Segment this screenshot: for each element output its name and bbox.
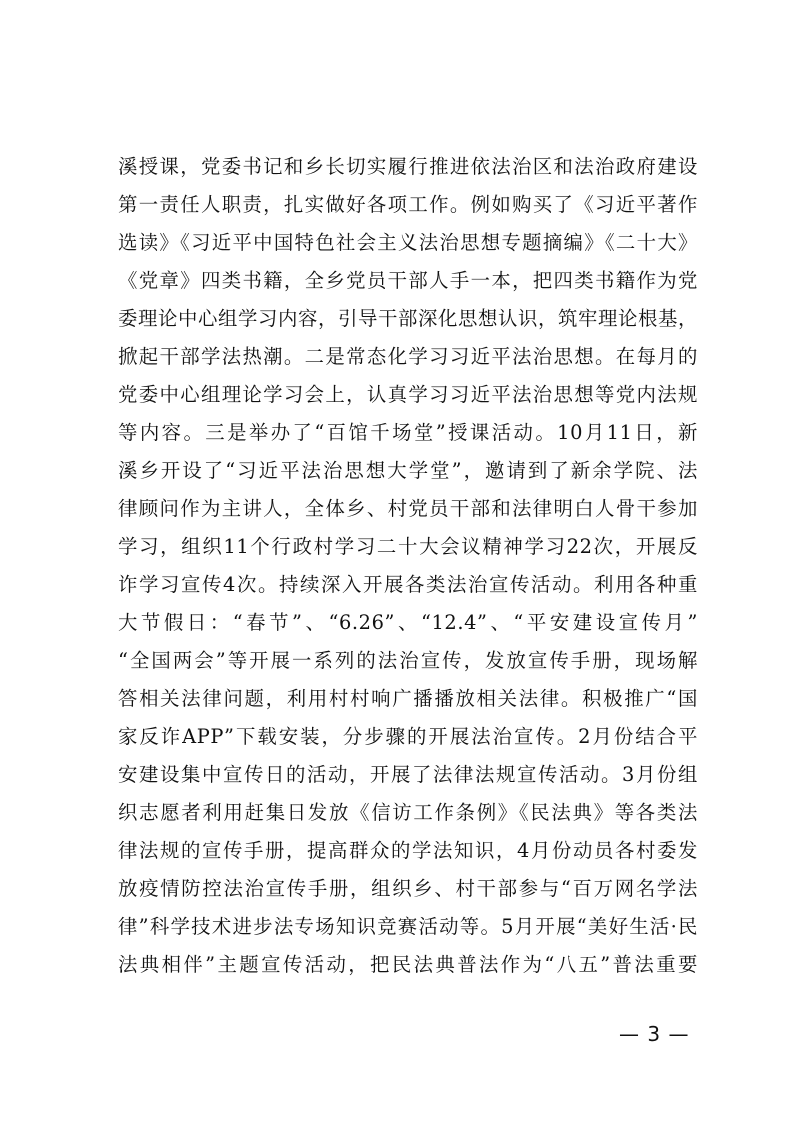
page-number: — 3 — (619, 1022, 690, 1046)
text-line: 党委中心组理论学习会上，认真学习习近平法治思想等党内法规 (118, 383, 698, 406)
text-line: 溪乡开设了“习近平法治思想大学堂”，邀请到了新余学院、法 (118, 459, 698, 482)
text-line: 答相关法律问题，利用村村响广播播放相关法律。积极推广“国 (118, 687, 698, 710)
text-line: 放疫情防控法治宣传手册，组织乡、村干部参与“百万网名学法 (118, 877, 698, 900)
text-line: 学习，组织11个行政村学习二十大会议精神学习22次，开展反 (118, 535, 698, 558)
text-line: 等内容。三是举办了“百馆千场堂”授课活动。10月11日，新 (118, 421, 698, 444)
text-line: 安建设集中宣传日的活动，开展了法律法规宣传活动。3月份组 (118, 763, 698, 786)
text-line: “全国两会”等开展一系列的法治宣传，发放宣传手册，现场解 (118, 649, 698, 672)
text-line: 律”科学技术进步法专场知识竞赛活动等。5月开展“美好生活·民 (118, 915, 698, 938)
text-line: 委理论中心组学习内容，引导干部深化思想认识，筑牢理论根基， (118, 307, 698, 330)
text-line: 《党章》四类书籍，全乡党员干部人手一本，把四类书籍作为党 (118, 269, 698, 292)
text-line: 掀起干部学法热潮。二是常态化学习习近平法治思想。在每月的 (118, 345, 698, 368)
body-text (118, 148, 698, 984)
text-line: 家反诈APP”下载安装，分步骤的开展法治宣传。2月份结合平 (118, 725, 698, 748)
text-line: 大节假日：“春节”、“6.26”、“12.4”、“平安建设宣传月” (118, 611, 698, 634)
text-line: 诈学习宣传4次。持续深入开展各类法治宣传活动。利用各种重 (118, 573, 698, 596)
text-line: 法典相伴”主题宣传活动，把民法典普法作为“八五”普法重要 (118, 953, 698, 976)
text-line: 第一责任人职责，扎实做好各项工作。例如购买了《习近平著作 (118, 193, 698, 216)
text-line: 溪授课，党委书记和乡长切实履行推进依法治区和法治政府建设 (118, 155, 698, 178)
text-line: 律顾问作为主讲人，全体乡、村党员干部和法律明白人骨干参加 (118, 497, 698, 520)
text-line: 律法规的宣传手册，提高群众的学法知识，4月份动员各村委发 (118, 839, 698, 862)
text-line: 选读》《习近平中国特色社会主义法治思想专题摘编》《二十大》 (118, 231, 698, 254)
text-line: 织志愿者利用赶集日发放《信访工作条例》《民法典》等各类法 (118, 801, 698, 824)
